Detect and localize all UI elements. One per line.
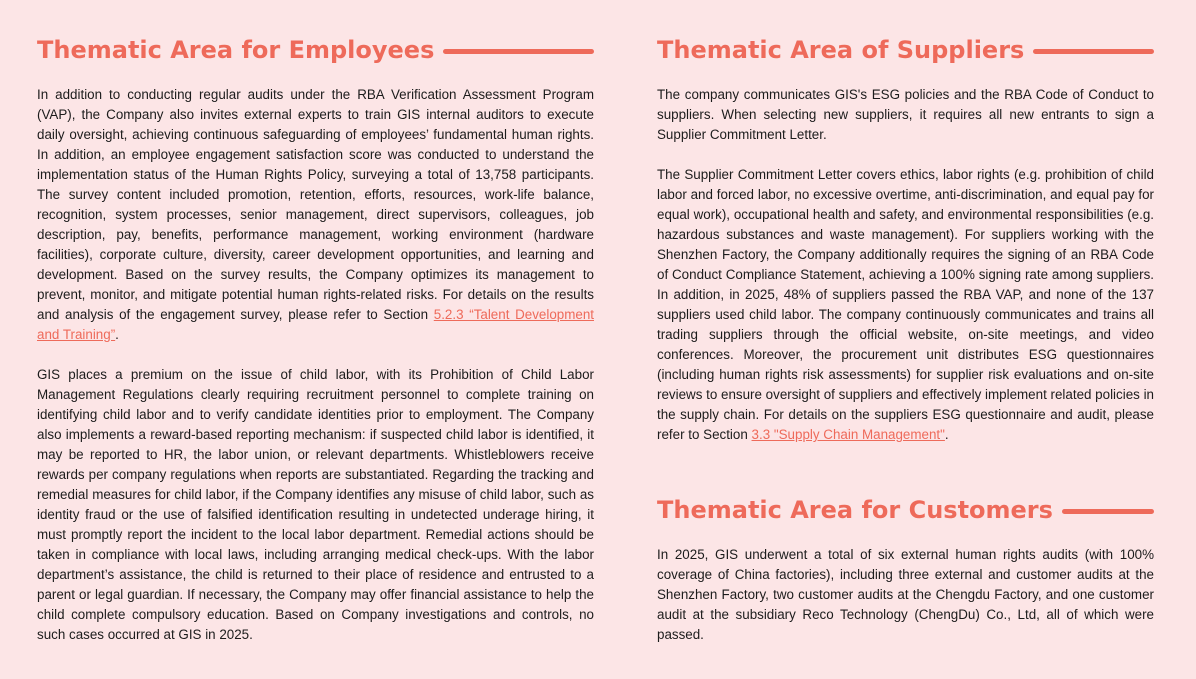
- talent-development-link[interactable]: 5.2.3 “Talent Development and Training”: [37, 307, 594, 342]
- suppliers-heading: [657, 35, 1154, 65]
- customers-heading: [657, 495, 1154, 525]
- employees-title: Thematic Area for Employees: [37, 36, 435, 64]
- employees-paragraph-2: [37, 365, 594, 645]
- employees-p2-text: GIS places a premium on the issue of child labor, with its Prohibition of Child Labor Management Regulations clearly requiring recruitment personnel to complete training on identifying child labor and to verify candidate identities prior to employment. The Company also implements a reward-based reporting mechanism: if suspected child labor is identified, it may be reported to HR, the labor union, or relevant departments. Whistleblowers receive rewards per company regulations when reports are substantiated. Regarding the tracking and remedial measures for child labor, if the Company identifies any misuse of child labor, such as identity fraud or the use of falsified identification resulting in undetected underage hiring, it must promptly report the incident to the local labor department. Remedial actions should be taken in compliance with local laws, including arranging medical check-ups. With the labor department’s assistance, the child is returned to their place of residence and entrusted to a parent or legal guardian. If necessary, the Company may offer financial assistance to help the child complete compulsory education. Based on Company investigations and controls, no such cases occurred at GIS in 2025.: [37, 367, 594, 642]
- heading-rule: [1062, 509, 1154, 514]
- employees-heading: [37, 35, 594, 65]
- suppliers-customers-column: [657, 0, 1154, 645]
- customers-p1-text: In 2025, GIS underwent a total of six external human rights audits (with 100% coverage of China factories), including three external and customer audits at the Shenzhen Factory, two customer audits at the Chengdu Factory, and one customer audit at the subsidiary Reco Technology (ChengDu) Co., Ltd, all of which were passed.: [657, 547, 1154, 642]
- employees-column: [37, 0, 594, 645]
- customers-title: Thematic Area for Customers: [657, 496, 1053, 524]
- heading-rule: [1033, 49, 1154, 54]
- customers-paragraph-1: [657, 545, 1154, 645]
- suppliers-title: Thematic Area of Suppliers: [657, 36, 1025, 64]
- suppliers-p1-text: The company communicates GIS's ESG policies and the RBA Code of Conduct to suppliers. When selecting new suppliers, it requires all new entrants to sign a Supplier Commitment Letter.: [657, 87, 1154, 142]
- employees-paragraph-1: [37, 85, 594, 345]
- employees-p1-end: .: [115, 327, 119, 342]
- supply-chain-management-link[interactable]: 3.3 "Supply Chain Management": [751, 427, 945, 442]
- heading-rule: [443, 49, 594, 54]
- suppliers-p2-text: The Supplier Commitment Letter covers ethics, labor rights (e.g. prohibition of child labor and forced labor, no excessive overtime, anti-discrimination, and equal pay for equal work), occupational health and safety, and environmental responsibilities (e.g. hazardous substances and waste management). For suppliers working with the Shenzhen Factory, the Company additionally requires the signing of an RBA Code of Conduct Compliance Statement, achieving a 100% signing rate among suppliers. In addition, in 2025, 48% of suppliers passed the RBA VAP, and none of the 137 suppliers used child labor. The company continuously communicates and trains all trading suppliers through the official website, on-site meetings, and video conferences. Moreover, the procurement unit distributes ESG questionnaires (including human rights risk assessments) for supplier risk evaluations and on-site reviews to ensure oversight of suppliers and effectively implement related policies in the supply chain. For details on the suppliers ESG questionnaire and audit, please refer to Section: [657, 167, 1154, 442]
- suppliers-paragraph-1: [657, 85, 1154, 145]
- employees-p1-text: In addition to conducting regular audits under the RBA Verification Assessment Program (VAP), the Company also invites external experts to train GIS internal auditors to execute daily oversight, achieving continuous safeguarding of employees’ fundamental human rights. In addition, an employee engagement satisfaction score was conducted to understand the implementation status of the Human Rights Policy, surveying a total of 13,758 participants. The survey content included promotion, retention, efforts, resources, work-life balance, recognition, system processes, senior management, direct supervisors, colleagues, job description, pay, benefits, performance management, working environment (hardware facilities), corporate culture, diversity, career development opportunities, and learning and development. Based on the survey results, the Company optimizes its management to prevent, monitor, and mitigate potential human rights-related risks. For details on the results and analysis of the engagement survey, please refer to Section: [37, 87, 594, 322]
- suppliers-paragraph-2: [657, 165, 1154, 445]
- suppliers-p2-end: .: [944, 427, 949, 442]
